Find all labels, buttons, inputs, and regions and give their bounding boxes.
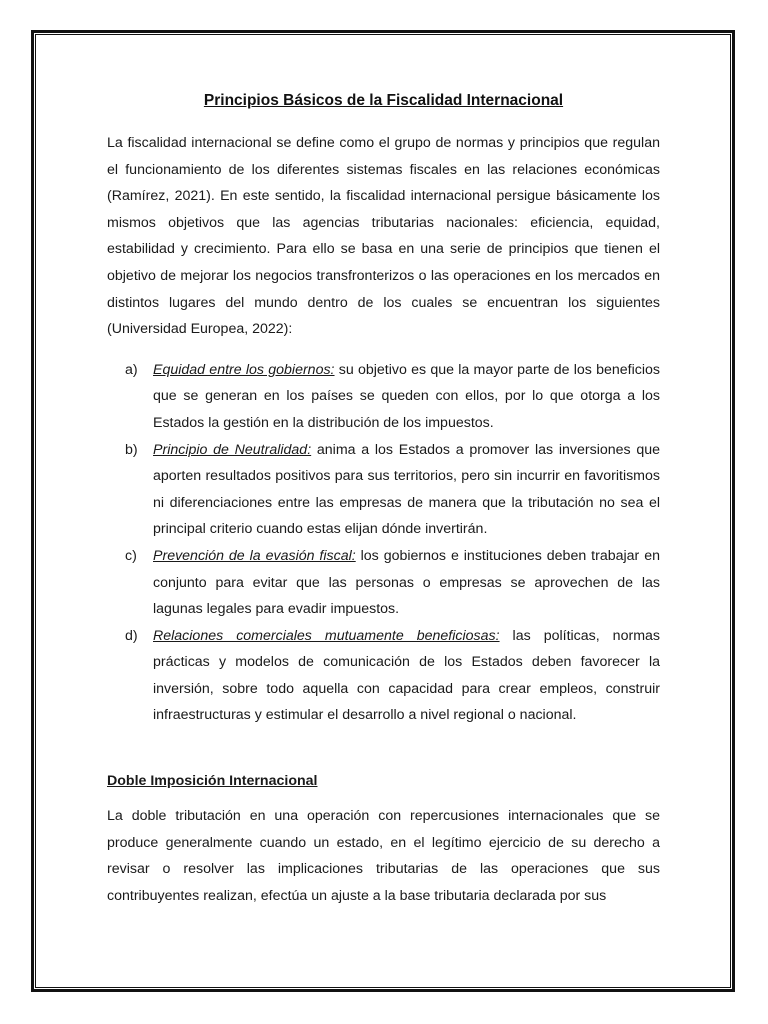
principle-text: su objetivo es que la mayor parte de los beneficios que se generan en los países se queden con ellos, por lo que otorga a los Estados la gestión en la distribución de los impuestos. (153, 361, 661, 431)
list-item (107, 623, 660, 729)
list-marker: d) (125, 627, 138, 644)
principles-list (107, 357, 660, 729)
principle-text: las políticas, normas prácticas y modelos de comunicación de los Estados deben favorecer la inversión, sobre todo aquella con capacidad para crear empleos, construir infraestructuras y estimular el desarrollo a nivel regional o nacional. (153, 627, 660, 724)
principle-text: anima a los Estados a promover las inversiones que aporten resultados positivos para sus territorios, pero sin incurrir en favoritismos ni diferenciaciones entre las empresas de manera que la tributación no sea el principal criterio cuando estas elijan dónde invertirán. (153, 441, 661, 538)
list-marker: b) (125, 441, 138, 458)
principle-term: Relaciones comerciales mutuamente beneficiosas: (153, 627, 500, 644)
list-item (107, 437, 660, 543)
principle-text: los gobiernos e instituciones deben trabajar en conjunto para evitar que las personas o empresas se aprovechen de las lagunas legales para evadir impuestos. (153, 547, 660, 618)
list-marker: c) (125, 547, 137, 564)
document-body (107, 92, 660, 909)
list-item (107, 543, 660, 623)
intro-paragraph: La fiscalidad internacional se define como el grupo de normas y principios que regulan el funcionamiento de los diferentes sistemas fiscales en las relaciones económicas (Ramírez, 2021). En este sentido, la fiscalidad internacional persigue básicamente los mismos objetivos que las agencias tributarias nacionales: eficiencia, equidad, estabilidad y crecimiento. Para ello se basa en una serie de principios que tienen el objetivo de mejorar los negocios transfronterizos o las operaciones en los mercados en distintos lugares del mundo dentro de los cuales se encuentran los siguientes (Universidad Europea, 2022): (107, 135, 660, 338)
list-item (107, 357, 660, 437)
section-heading: Doble Imposición Internacional (107, 773, 318, 790)
principle-term: Principio de Neutralidad: (153, 441, 312, 458)
section-paragraph: La doble tributación en una operación con repercusiones internacionales que se produce generalmente cuando un estado, en el legítimo ejercicio de su derecho a revisar o resolver las implicaciones tributarias de las operaciones que sus contribuyentes realizan, efectúa un ajuste a la base tributaria declarada por sus (107, 808, 660, 904)
document-title: Principios Básicos de la Fiscalidad Internacional (203, 92, 564, 109)
principle-term: Prevención de la evasión fiscal: (153, 547, 356, 564)
list-marker: a) (125, 361, 138, 378)
principle-term: Equidad entre los gobiernos: (153, 361, 335, 378)
